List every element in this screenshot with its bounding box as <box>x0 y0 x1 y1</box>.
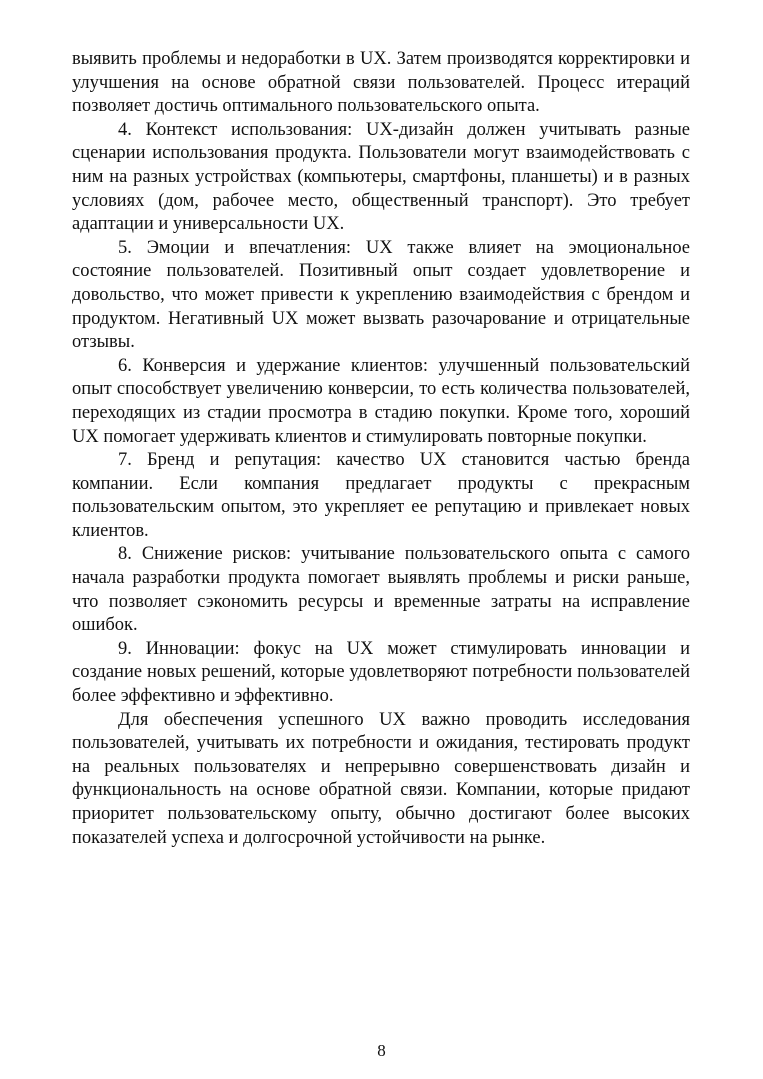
paragraph-risks: 8. Снижение рисков: учитывание пользовательского опыта с самого начала разработки продукта помогает выявлять проблемы и риски раньше, что позволяет сэкономить ресурсы и временные затраты на исправление ошибок. <box>72 544 690 636</box>
paragraph-brand: 7. Бренд и репутация: качество UX становится частью бренда компании. Если компания предлагает продукты с прекрасным пользовательским опытом, это укрепляет ее репутацию и привлекает новых клиентов. <box>72 450 690 541</box>
paragraph-continuation: выявить проблемы и недоработки в UX. Затем производятся корректировки и улучшения на основе обратной связи пользователей. Процесс итераций позволяет достичь оптимального пользовательского опыта. <box>72 49 690 117</box>
page-number: 8 <box>377 1041 386 1060</box>
paragraph-conclusion: Для обеспечения успешного UX важно проводить исследования пользователей, учитывать их потребности и ожидания, тестировать продукт на реальных пользователях и непрерывно совершенствовать дизайн и функциональность на основе обратной связи. Компании, которые придают приоритет пользовательскому опыту, обычно достигают более высоких показателей успеха и долгосрочной устойчивости на рынке. <box>72 709 690 848</box>
body-text <box>72 48 690 850</box>
paragraph-conversion: 6. Конверсия и удержание клиентов: улучшенный пользовательский опыт способствует увеличению конверсии, то есть количества пользователей, переходящих из стадии просмотра в стадию покупки. Кроме того, хороший UX помогает удерживать клиентов и стимулировать повторные покупки. <box>72 355 690 447</box>
paragraph-emotions: 5. Эмоции и впечатления: UX также влияет на эмоциональное состояние пользователей. Позитивный опыт создает удовлетворение и довольство, что может привести к укреплению взаимодействия с брендом и продуктом. Негативный UX может вызвать разочарование и отрицательные отзывы. <box>72 237 690 353</box>
paragraph-innovation: 9. Инновации: фокус на UX может стимулировать инновации и создание новых решений, которые удовлетворяют потребности пользователей более эффективно и эффективно. <box>72 638 690 707</box>
paragraph-context-of-use: 4. Контекст использования: UX-дизайн должен учитывать разные сценарии использования продукта. Пользователи могут взаимодействовать с ним на разных устройствах (компьютеры, смартфоны, планшеты) и в разных условиях (дом, рабочее место, общественный транспорт). Это требует адаптации и универсальности UX. <box>72 119 690 235</box>
